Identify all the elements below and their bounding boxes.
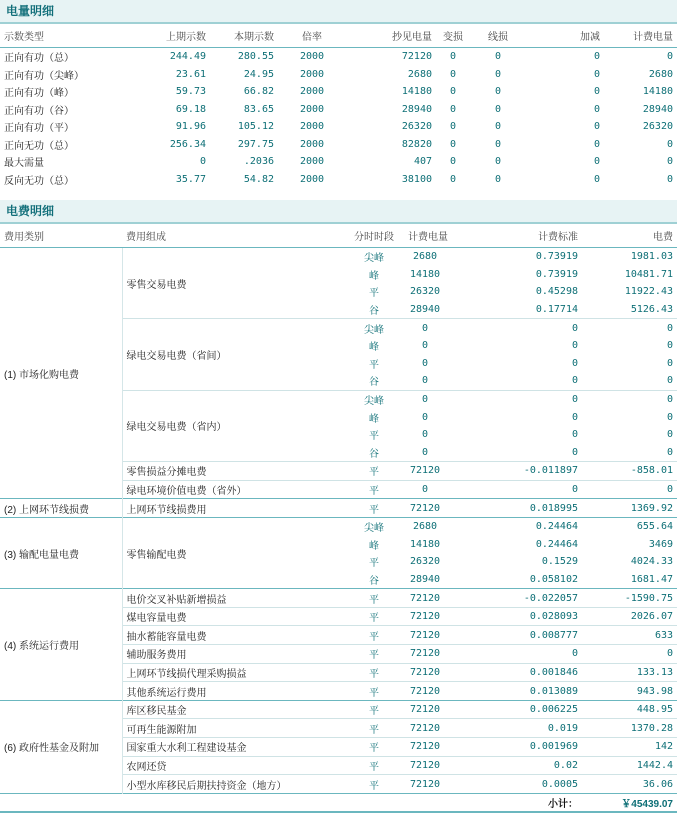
usage-row (0, 48, 677, 66)
usage-value-cell: 280.55 (237, 51, 274, 63)
usage-value-cell: 59.73 (175, 86, 206, 98)
fee-rate-cell: 0.028093 (452, 607, 582, 626)
usage-value-cell: 66.82 (243, 86, 274, 98)
fee-amount-cell: 0 (666, 375, 673, 387)
fee-rate-cell: 0 (571, 375, 578, 387)
usage-value-cell: 0 (593, 103, 600, 115)
usage-value-cell: 244.49 (169, 51, 206, 63)
usage-value-cell: 105.12 (237, 121, 274, 133)
usage-header-line-loss: 线损 (470, 24, 526, 48)
usage-value-cell: 2000 (299, 68, 325, 80)
fee-kwh-cell: 0 (421, 411, 429, 423)
fee-component-cell: 零售交易电费 (122, 248, 350, 319)
fee-header-kwh: 计费电量 (398, 224, 452, 248)
fee-period-cell: 峰 (369, 413, 379, 425)
usage-value-cell: 38100 (401, 173, 432, 185)
fee-period-cell: 尖峰 (350, 390, 398, 408)
fee-kwh-cell: 0 (421, 357, 429, 369)
fee-amount-cell: 4024.33 (630, 556, 673, 568)
fee-kwh-cell: 28940 (409, 573, 441, 585)
usage-header-prev: 上期示数 (110, 24, 210, 48)
fee-kwh-cell: 14180 (409, 268, 441, 280)
fee-row (0, 589, 677, 608)
fee-period-cell: 平 (369, 288, 379, 300)
usage-type-cell: 反向无功（总） (4, 175, 74, 187)
fee-amount-cell: 0 (582, 480, 677, 499)
fee-rate-cell: 0.24464 (535, 538, 578, 550)
usage-value-cell: 2000 (299, 173, 325, 185)
fee-kwh-cell: 72120 (398, 738, 452, 757)
fee-kwh-cell: 72120 (398, 607, 452, 626)
usage-header-read: 抄见电量 (346, 24, 436, 48)
usage-value-cell: 0 (494, 173, 502, 185)
usage-value-cell: 2680 (407, 68, 432, 80)
fee-amount-cell: 0 (582, 645, 677, 664)
fee-rate-cell: 0.008777 (452, 626, 582, 645)
usage-value-cell: 256.34 (169, 138, 206, 150)
usage-value-cell: 2000 (299, 86, 325, 98)
fee-rate-cell: 0 (452, 319, 582, 337)
usage-header-curr: 本期示数 (210, 24, 278, 48)
fee-header-component: 费用组成 (122, 224, 350, 248)
usage-value-cell: 0 (666, 138, 673, 150)
usage-type-cell: 正向有功（总） (4, 53, 74, 65)
fee-period-cell: 平 (350, 719, 398, 738)
fee-period-cell: 平 (369, 359, 379, 371)
fee-amount-cell: 1442.4 (582, 756, 677, 775)
fee-kwh-cell: 72120 (398, 462, 452, 481)
usage-value-cell: 0 (593, 86, 600, 98)
fee-amount-cell: 0 (666, 429, 673, 441)
fee-category-cell: (3) 输配电量电费 (0, 517, 122, 588)
usage-value-cell: 28940 (401, 103, 432, 115)
fee-kwh-cell: 72120 (398, 775, 452, 794)
usage-value-cell: 0 (494, 156, 502, 168)
usage-type-cell: 正向无功（总） (4, 140, 74, 152)
usage-value-cell: 0 (494, 138, 502, 150)
subtotal-value: ￥45439.07 (582, 793, 677, 811)
fee-period-cell: 平 (350, 663, 398, 682)
fee-amount-cell: 3469 (648, 538, 673, 550)
fee-component-cell: 电价交叉补贴新增损益 (122, 589, 350, 608)
fee-amount-cell: 0 (666, 340, 673, 352)
usage-header-type: 示数类型 (0, 24, 110, 48)
fee-row (0, 499, 677, 518)
fee-period-cell: 平 (350, 775, 398, 794)
usage-value-cell: 0 (593, 173, 600, 185)
usage-value-cell: .2036 (243, 156, 274, 168)
fee-component-cell: 国家重大水利工程建设基金 (122, 738, 350, 757)
fee-table (0, 224, 677, 811)
fee-period-cell: 平 (350, 645, 398, 664)
fee-row (0, 517, 677, 535)
fee-kwh-cell: 0 (421, 429, 429, 441)
usage-table (0, 24, 677, 188)
fee-period-cell: 平 (350, 738, 398, 757)
fee-amount-cell: 133.13 (582, 663, 677, 682)
usage-row (0, 171, 677, 189)
usage-value-cell: 72120 (401, 51, 432, 63)
fee-amount-cell: 448.95 (582, 700, 677, 719)
subtotal-row (0, 793, 677, 811)
usage-value-cell: 0 (449, 173, 457, 185)
fee-rate-cell: 0.013089 (452, 682, 582, 701)
fee-period-cell: 峰 (369, 342, 379, 354)
usage-value-cell: 0 (666, 156, 673, 168)
usage-value-cell: 91.96 (175, 121, 206, 133)
usage-row (0, 101, 677, 119)
fee-header-category: 费用类别 (0, 224, 122, 248)
fee-amount-cell: 2026.07 (582, 607, 677, 626)
fee-rate-cell: 0.1529 (541, 556, 578, 568)
fee-category-cell: (6) 政府性基金及附加 (0, 700, 122, 793)
usage-row (0, 136, 677, 154)
usage-value-cell: 2680 (648, 68, 673, 80)
usage-value-cell: 69.18 (175, 103, 206, 115)
fee-amount-cell: 10481.71 (624, 268, 673, 280)
fee-rate-cell: 0 (571, 357, 578, 369)
usage-type-cell: 正向有功（谷） (4, 105, 74, 117)
usage-header-row (0, 24, 677, 48)
fee-period-cell: 尖峰 (350, 319, 398, 337)
fee-kwh-cell: 72120 (398, 663, 452, 682)
usage-value-cell: 26320 (401, 121, 432, 133)
usage-header-ratio: 倍率 (278, 24, 346, 48)
fee-header-amount: 电费 (582, 224, 677, 248)
fee-amount-cell: 655.64 (582, 517, 677, 535)
fee-period-cell: 平 (350, 480, 398, 499)
usage-header-adjust: 加减 (526, 24, 604, 48)
fee-period-cell: 尖峰 (350, 517, 398, 535)
fee-period-cell: 谷 (369, 575, 379, 587)
usage-value-cell: 2000 (299, 103, 325, 115)
fee-header-row (0, 224, 677, 248)
usage-row (0, 153, 677, 171)
fee-amount-cell: 0 (666, 411, 673, 423)
usage-value-cell: 0 (449, 68, 457, 80)
usage-value-cell: 0 (449, 156, 457, 168)
fee-rate-cell: 0.058102 (529, 573, 578, 585)
usage-value-cell: 0 (494, 86, 502, 98)
fee-rate-cell: 0.0005 (452, 775, 582, 794)
usage-value-cell: 28940 (642, 103, 673, 115)
usage-value-cell: 0 (593, 121, 600, 133)
fee-section-title: 电费明细 (0, 200, 677, 222)
usage-value-cell: 54.82 (243, 173, 274, 185)
fee-kwh-cell: 72120 (398, 756, 452, 775)
fee-rate-cell: 0.73919 (535, 268, 578, 280)
fee-period-cell: 平 (350, 700, 398, 719)
usage-header-billed: 计费电量 (604, 24, 677, 48)
fee-period-cell: 峰 (369, 540, 379, 552)
fee-rate-cell: 0 (452, 645, 582, 664)
fee-component-cell: 绿电环境价值电费（省外） (122, 480, 350, 499)
fee-rate-cell: 0 (452, 390, 582, 408)
usage-type-cell: 正向有功（尖峰） (4, 70, 84, 82)
fee-amount-cell: 1681.47 (630, 573, 673, 585)
fee-rate-cell: 0.006225 (452, 700, 582, 719)
fee-amount-cell: -1590.75 (582, 589, 677, 608)
fee-amount-cell: 633 (582, 626, 677, 645)
usage-value-cell: 0 (494, 121, 502, 133)
fee-rate-cell: 0.001846 (452, 663, 582, 682)
fee-amount-cell: 142 (582, 738, 677, 757)
fee-rate-cell: 0.018995 (452, 499, 582, 518)
fee-rate-cell: 0.17714 (535, 304, 578, 316)
fee-kwh-cell: 72120 (398, 589, 452, 608)
fee-category-cell: (1) 市场化购电费 (0, 248, 122, 499)
usage-value-cell: 0 (593, 156, 600, 168)
fee-rate-cell: -0.022057 (452, 589, 582, 608)
usage-value-cell: 82820 (401, 138, 432, 150)
fee-period-cell: 平 (350, 589, 398, 608)
fee-kwh-cell: 72120 (398, 719, 452, 738)
fee-amount-cell: 36.06 (582, 775, 677, 794)
fee-kwh-cell: 0 (398, 390, 452, 408)
usage-value-cell: 407 (413, 156, 432, 168)
usage-value-cell: 23.61 (175, 68, 206, 80)
usage-value-cell: 297.75 (237, 138, 274, 150)
fee-period-cell: 平 (369, 431, 379, 443)
fee-period-cell: 平 (350, 626, 398, 645)
fee-component-cell: 零售损益分摊电费 (122, 462, 350, 481)
usage-section-title: 电量明细 (0, 0, 677, 22)
fee-kwh-cell: 2680 (398, 248, 452, 266)
fee-period-cell: 尖峰 (350, 248, 398, 266)
usage-value-cell: 24.95 (243, 68, 274, 80)
fee-component-cell: 抽水蓄能容量电费 (122, 626, 350, 645)
usage-value-cell: 0 (494, 103, 502, 115)
usage-value-cell: 35.77 (175, 173, 206, 185)
fee-rate-cell: 0 (571, 446, 578, 458)
fee-rate-cell: 0 (452, 480, 582, 499)
fee-component-cell: 绿电交易电费（省间） (122, 319, 350, 390)
fee-period-cell: 平 (350, 462, 398, 481)
usage-header-transformer-loss: 变损 (436, 24, 470, 48)
usage-value-cell: 83.65 (243, 103, 274, 115)
usage-value-cell: 2000 (299, 121, 325, 133)
fee-rate-cell: -0.011897 (452, 462, 582, 481)
fee-period-cell: 平 (369, 558, 379, 570)
usage-value-cell: 14180 (401, 86, 432, 98)
fee-rate-cell: 0.019 (452, 719, 582, 738)
usage-value-cell: 2000 (299, 138, 325, 150)
fee-amount-cell: 943.98 (582, 682, 677, 701)
fee-kwh-cell: 72120 (398, 682, 452, 701)
usage-value-cell: 2000 (299, 51, 325, 63)
usage-value-cell: 0 (666, 51, 673, 63)
fee-amount-cell: 0 (582, 390, 677, 408)
fee-amount-cell: 11922.43 (624, 286, 673, 298)
fee-component-cell: 煤电容量电费 (122, 607, 350, 626)
fee-component-cell: 其他系统运行费用 (122, 682, 350, 701)
fee-row (0, 700, 677, 719)
fee-kwh-cell: 2680 (398, 517, 452, 535)
fee-amount-cell: -858.01 (582, 462, 677, 481)
fee-amount-cell: 0 (666, 357, 673, 369)
fee-amount-cell: 0 (666, 446, 673, 458)
usage-row (0, 66, 677, 84)
fee-header-period: 分时时段 (350, 224, 398, 248)
fee-row (0, 248, 677, 266)
usage-value-cell: 0 (494, 51, 502, 63)
fee-component-cell: 农网还贷 (122, 756, 350, 775)
fee-component-cell: 上网环节线损费用 (122, 499, 350, 518)
fee-rate-cell: 0.73919 (452, 248, 582, 266)
fee-category-cell: (2) 上网环节线损费 (0, 499, 122, 518)
usage-row (0, 83, 677, 101)
usage-value-cell: 0 (593, 68, 600, 80)
fee-kwh-cell: 0 (421, 375, 429, 387)
fee-rate-cell: 0 (571, 411, 578, 423)
fee-kwh-cell: 72120 (398, 645, 452, 664)
fee-kwh-cell: 0 (421, 446, 429, 458)
fee-period-cell: 平 (350, 756, 398, 775)
usage-value-cell: 0 (449, 86, 457, 98)
fee-kwh-cell: 72120 (398, 499, 452, 518)
usage-value-cell: 2000 (299, 156, 325, 168)
usage-value-cell: 0 (494, 68, 502, 80)
fee-kwh-cell: 26320 (409, 286, 441, 298)
usage-type-cell: 正向有功（峰） (4, 88, 74, 100)
usage-value-cell: 26320 (642, 121, 673, 133)
fee-period-cell: 平 (350, 607, 398, 626)
fee-period-cell: 谷 (369, 448, 379, 460)
usage-value-cell: 0 (449, 51, 457, 63)
fee-component-cell: 上网环节线损代理采购损益 (122, 663, 350, 682)
fee-kwh-cell: 26320 (409, 556, 441, 568)
usage-value-cell: 0 (449, 121, 457, 133)
fee-rate-cell: 0 (571, 340, 578, 352)
usage-value-cell: 0 (199, 156, 206, 168)
fee-amount-cell: 1981.03 (582, 248, 677, 266)
fee-amount-cell: 1369.92 (582, 499, 677, 518)
fee-period-cell: 谷 (369, 377, 379, 389)
fee-period-cell: 谷 (369, 306, 379, 318)
fee-rate-cell: 0.45298 (535, 286, 578, 298)
fee-rate-cell: 0.001969 (452, 738, 582, 757)
usage-type-cell: 正向有功（平） (4, 123, 74, 135)
usage-value-cell: 0 (593, 51, 600, 63)
fee-component-cell: 可再生能源附加 (122, 719, 350, 738)
fee-component-cell: 绿电交易电费（省内） (122, 390, 350, 461)
fee-component-cell: 库区移民基金 (122, 700, 350, 719)
usage-value-cell: 0 (449, 138, 457, 150)
fee-header-rate: 计费标准 (452, 224, 582, 248)
fee-period-cell: 平 (350, 499, 398, 518)
usage-value-cell: 0 (449, 103, 457, 115)
fee-rate-cell: 0.24464 (452, 517, 582, 535)
fee-amount-cell: 1370.28 (582, 719, 677, 738)
subtotal-label: 小计： (452, 793, 582, 811)
usage-value-cell: 0 (666, 173, 673, 185)
usage-row (0, 118, 677, 136)
fee-rate-cell: 0 (571, 429, 578, 441)
fee-component-cell: 小型水库移民后期扶持资金（地方） (122, 775, 350, 794)
fee-period-cell: 峰 (369, 270, 379, 282)
fee-period-cell: 平 (350, 682, 398, 701)
fee-kwh-cell: 14180 (409, 538, 441, 550)
fee-component-cell: 辅助服务费用 (122, 645, 350, 664)
fee-kwh-cell: 72120 (398, 626, 452, 645)
fee-amount-cell: 0 (582, 319, 677, 337)
fee-amount-cell: 5126.43 (630, 304, 673, 316)
fee-kwh-cell: 0 (421, 340, 429, 352)
usage-value-cell: 14180 (642, 86, 673, 98)
usage-value-cell: 0 (593, 138, 600, 150)
fee-kwh-cell: 28940 (409, 304, 441, 316)
fee-kwh-cell: 0 (398, 480, 452, 499)
fee-category-cell: (4) 系统运行费用 (0, 589, 122, 701)
fee-kwh-cell: 0 (398, 319, 452, 337)
usage-type-cell: 最大需量 (4, 158, 44, 170)
fee-rate-cell: 0.02 (452, 756, 582, 775)
fee-kwh-cell: 72120 (398, 700, 452, 719)
fee-component-cell: 零售输配电费 (122, 517, 350, 588)
